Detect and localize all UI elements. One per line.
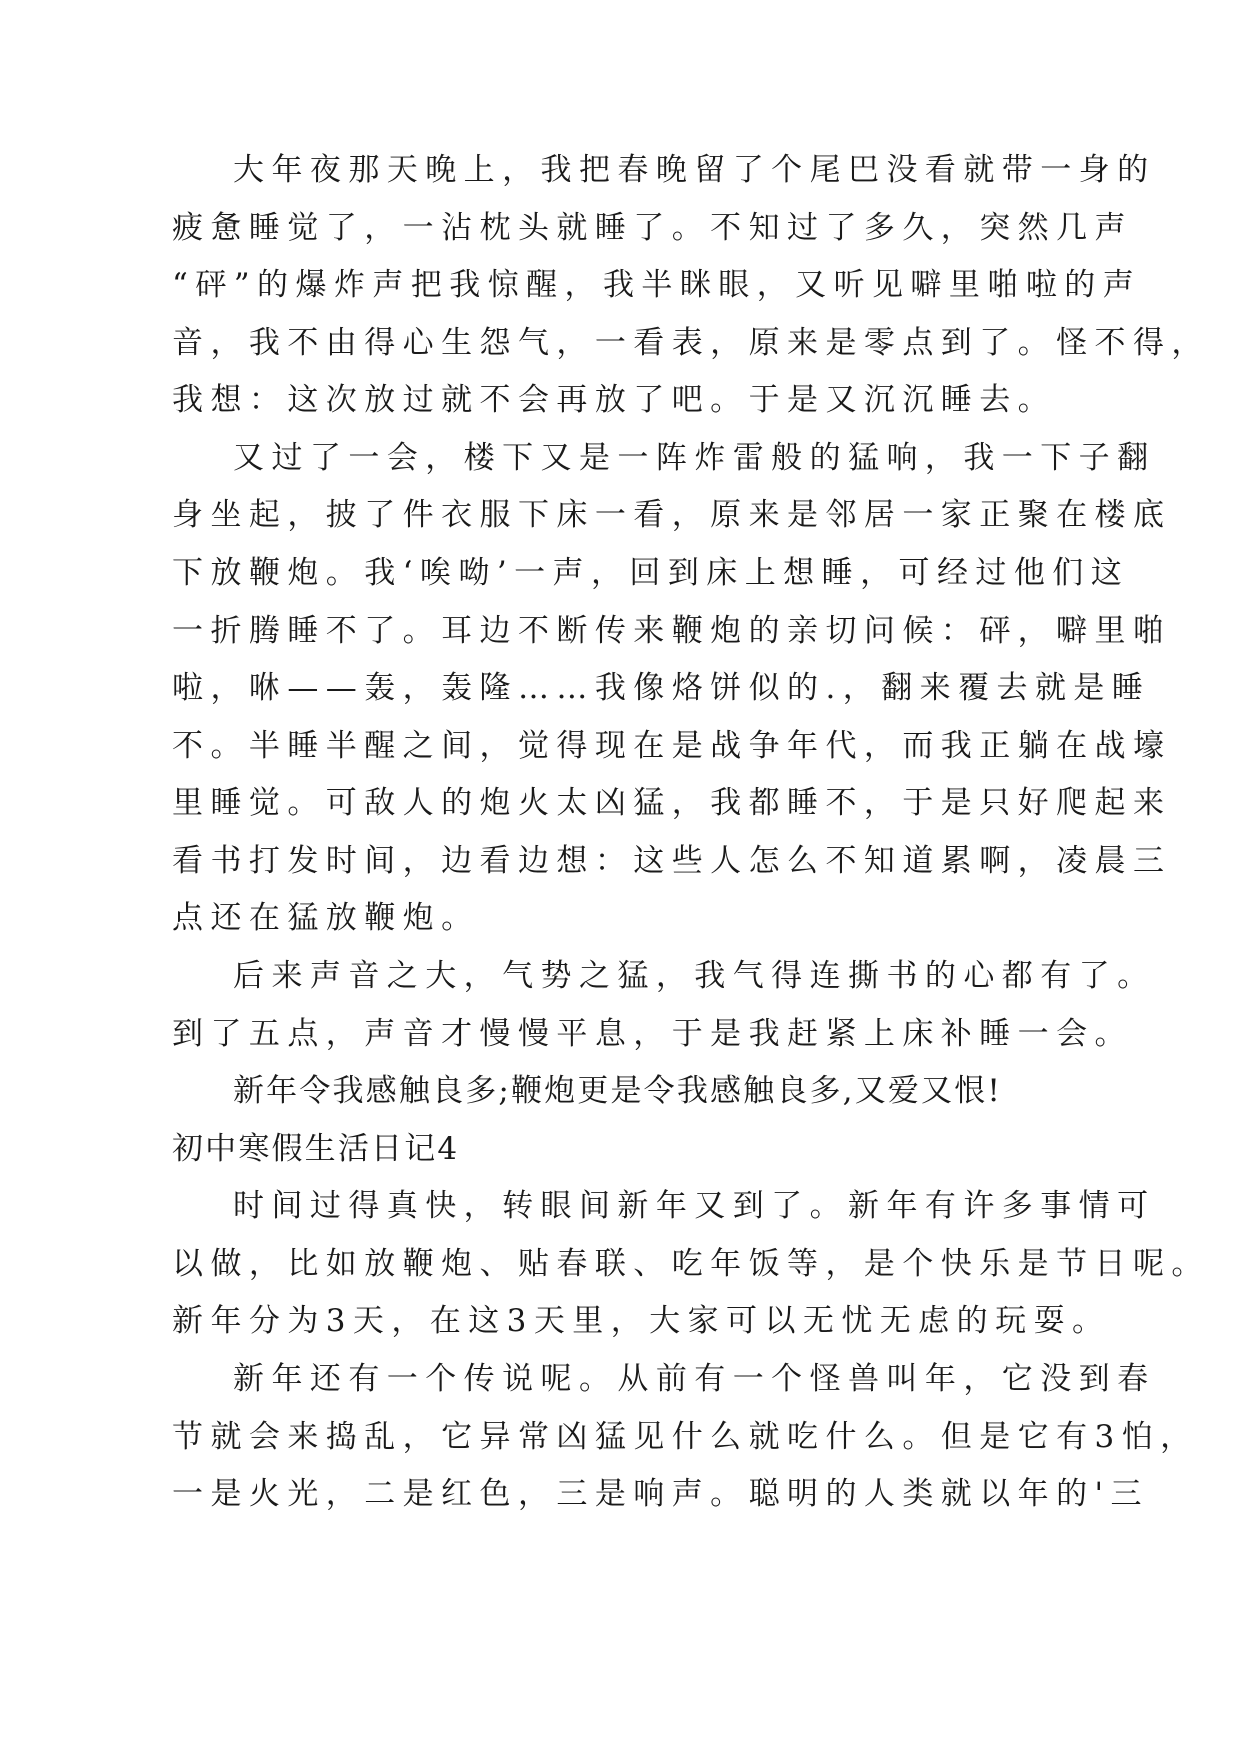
paragraph-line: 时间过得真快，转眼间新年又到了。新年有许多事情可 [233,1188,1156,1224]
paragraph-line: 疲惫睡觉了，一沾枕头就睡了。不知过了多久，突然几声 [172,210,1133,246]
paragraph-line: 不。半睡半醒之间，觉得现在是战争年代，而我正躺在战壕 [172,728,1172,764]
paragraph-line: 身坐起，披了件衣服下床一看，原来是邻居一家正聚在楼底 [172,497,1172,533]
paragraph-line: 看书打发时间，边看边想：这些人怎么不知道累啊，凌晨三 [172,843,1172,879]
paragraph-line: 里睡觉。可敌人的炮火太凶猛，我都睡不，于是只好爬起来 [172,785,1172,821]
paragraph-line: 以做，比如放鞭炮、贴春联、吃年饭等，是个快乐是节日呢。 [172,1246,1210,1282]
paragraph-line: 下放鞭炮。我‘唉呦’一声，回到床上想睡，可经过他们这 [172,555,1130,591]
paragraph-line: 新年还有一个传说呢。从前有一个怪兽叫年，它没到春 [233,1361,1156,1397]
paragraph-line: 又过了一会，楼下又是一阵炸雷般的猛响，我一下子翻 [233,440,1156,476]
paragraph-line: 节就会来捣乱，它异常凶猛见什么就吃什么。但是它有3怕， [172,1419,1199,1455]
paragraph-line: 大年夜那天晚上，我把春晚留了个尾巴没看就带一身的 [233,152,1156,188]
paragraph-line: 点还在猛放鞭炮。 [172,900,480,936]
paragraph-line: 一是火光，二是红色，三是响声。聪明的人类就以年的'三 [172,1476,1149,1512]
paragraph-line: 新年分为3天，在这3天里，大家可以无忧无虑的玩耍。 [172,1303,1111,1339]
paragraph-line: 我想：这次放过就不会再放了吧。于是又沉沉睡去。 [172,382,1057,418]
section-heading: 初中寒假生活日记4 [172,1131,460,1167]
paragraph-line: 音，我不由得心生怨气，一看表，原来是零点到了。怪不得， [172,325,1210,361]
paragraph-line: 后来声音之大，气势之猛，我气得连撕书的心都有了。 [233,958,1156,994]
paragraph-line: 新年令我感触良多;鞭炮更是令我感触良多,又爱又恨! [233,1073,1003,1109]
paragraph-line: “砰”的爆炸声把我惊醒，我半眯眼，又听见噼里啪啦的声 [172,267,1142,303]
paragraph-line: 到了五点，声音才慢慢平息，于是我赶紧上床补睡一会。 [172,1016,1133,1052]
paragraph-line: 啦，咻——轰，轰隆……我像烙饼似的.，翻来覆去就是睡 [172,670,1151,706]
paragraph-line: 一折腾睡不了。耳边不断传来鞭炮的亲切问候：砰，噼里啪 [172,613,1172,649]
